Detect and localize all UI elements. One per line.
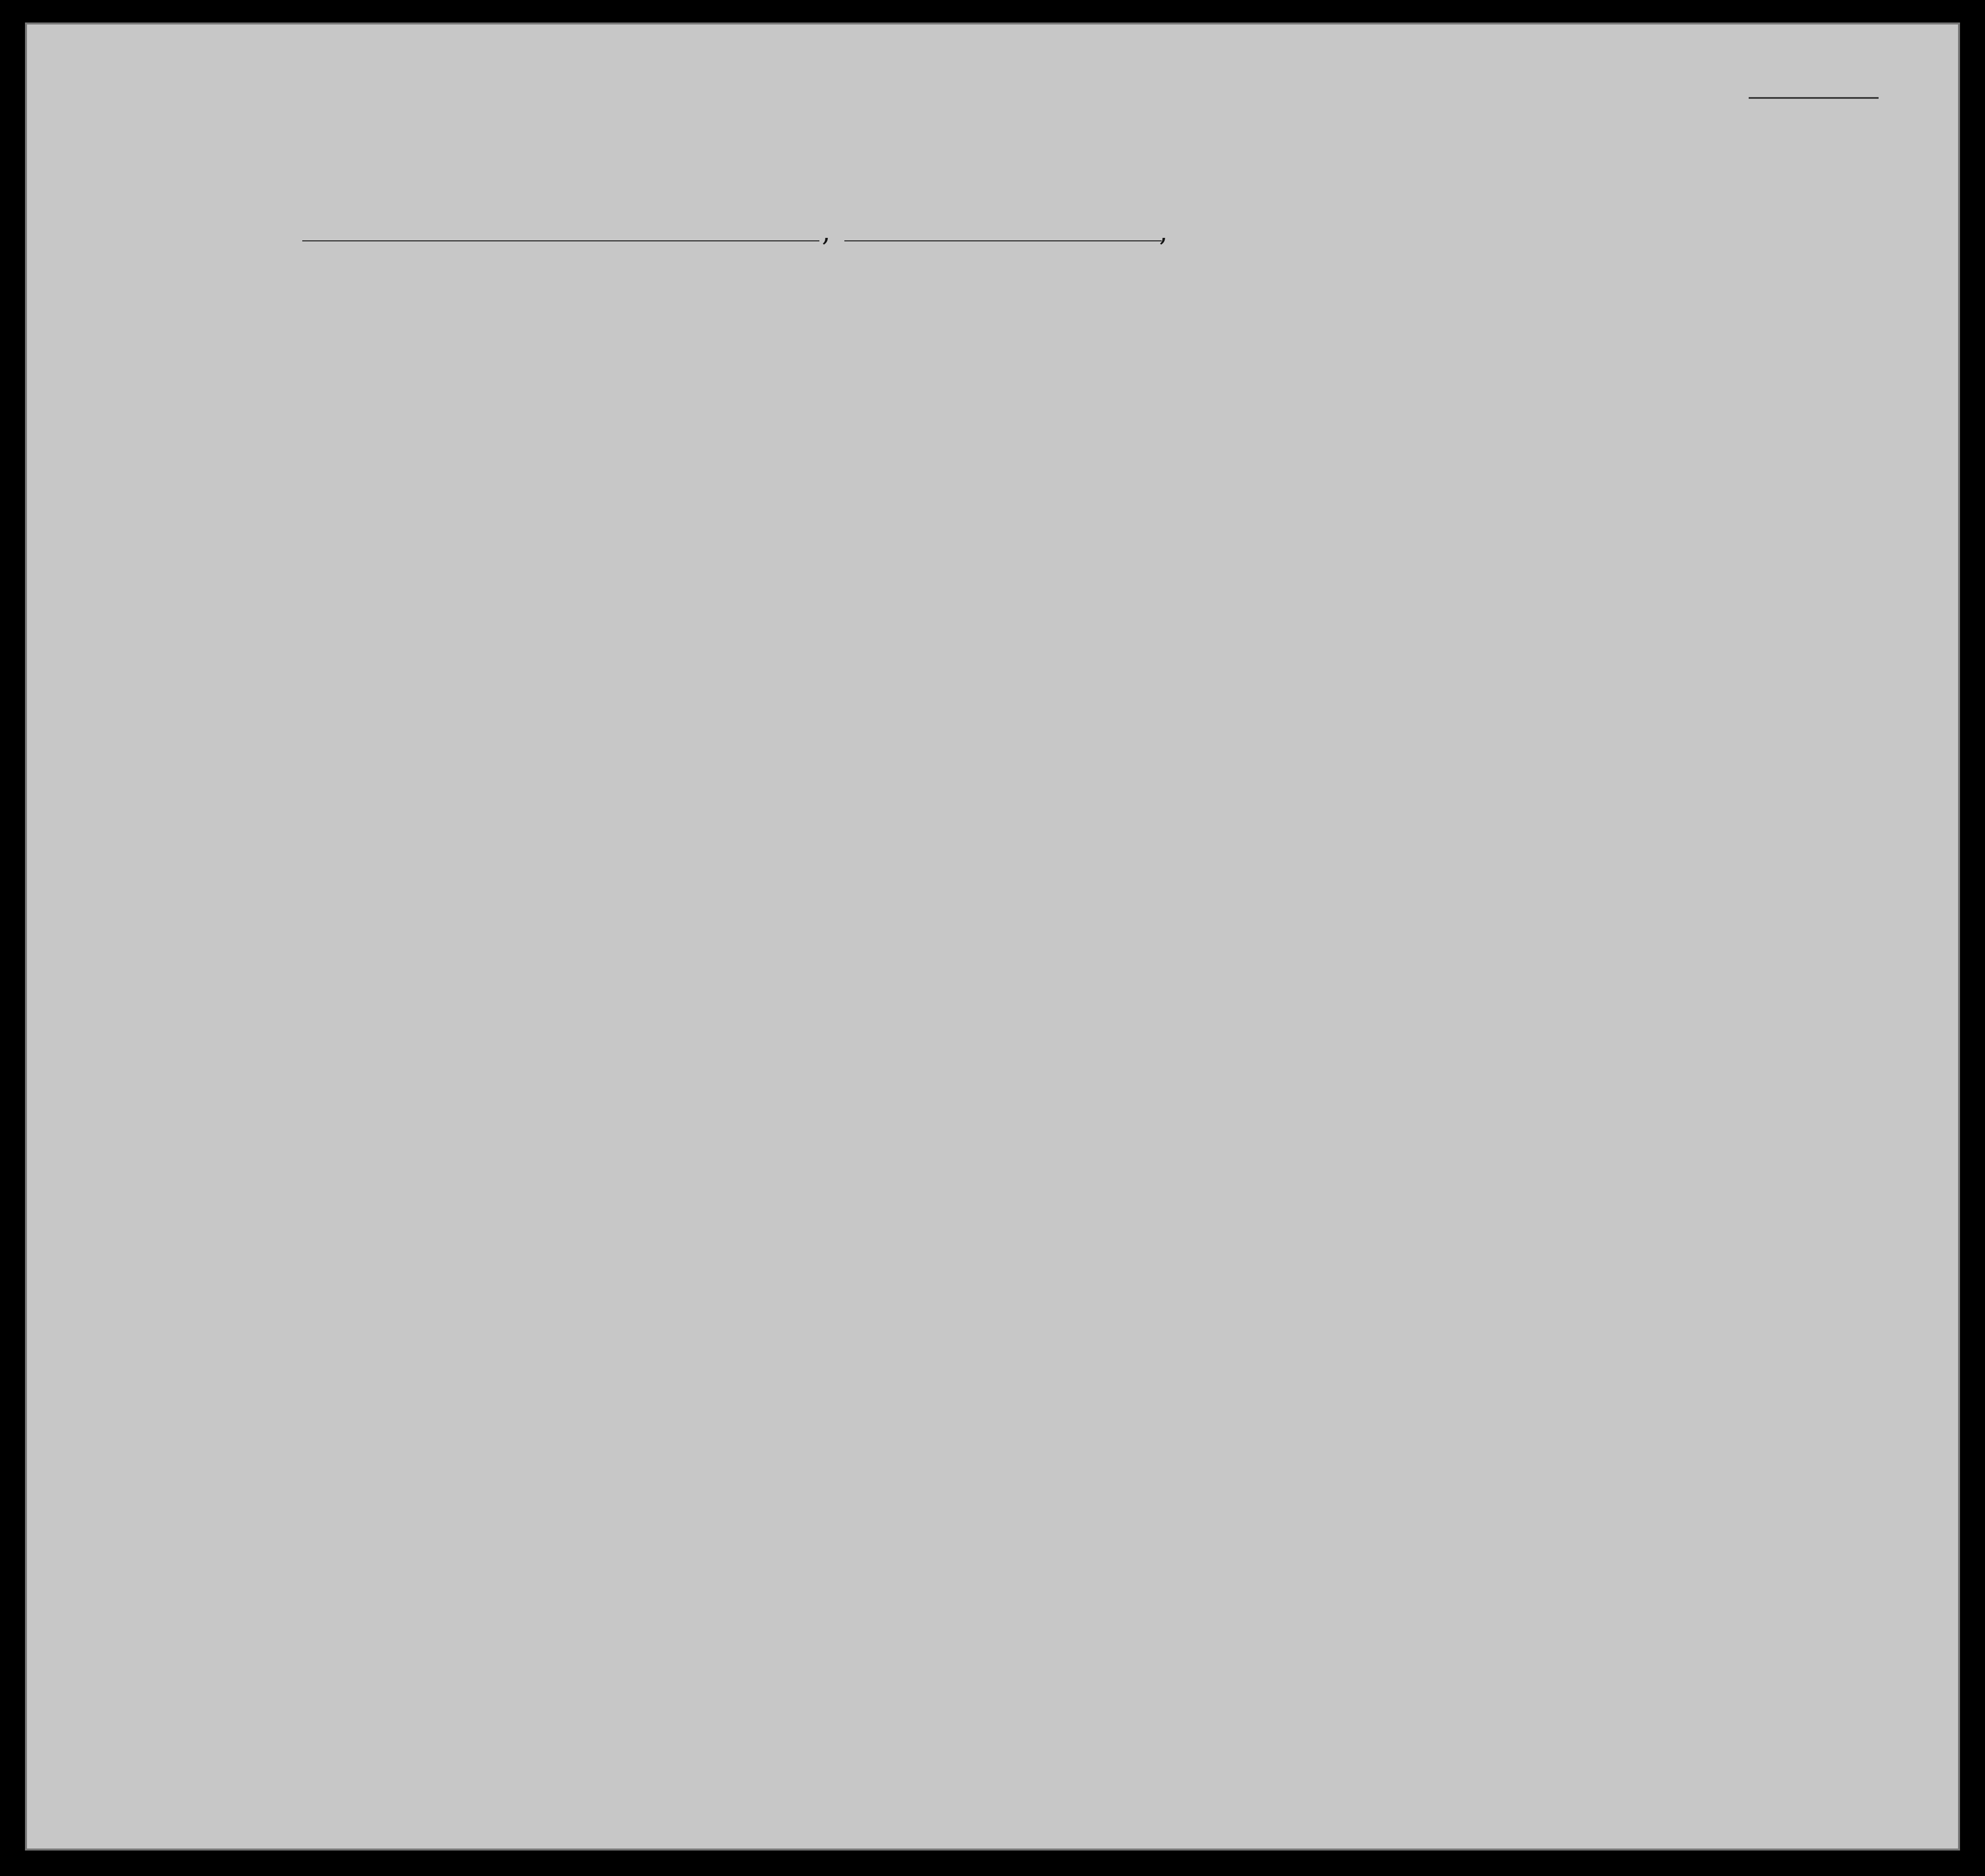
comma-2: ,: [1159, 216, 1168, 247]
comma-1: ,: [822, 216, 831, 247]
page-header: [302, 98, 1879, 247]
